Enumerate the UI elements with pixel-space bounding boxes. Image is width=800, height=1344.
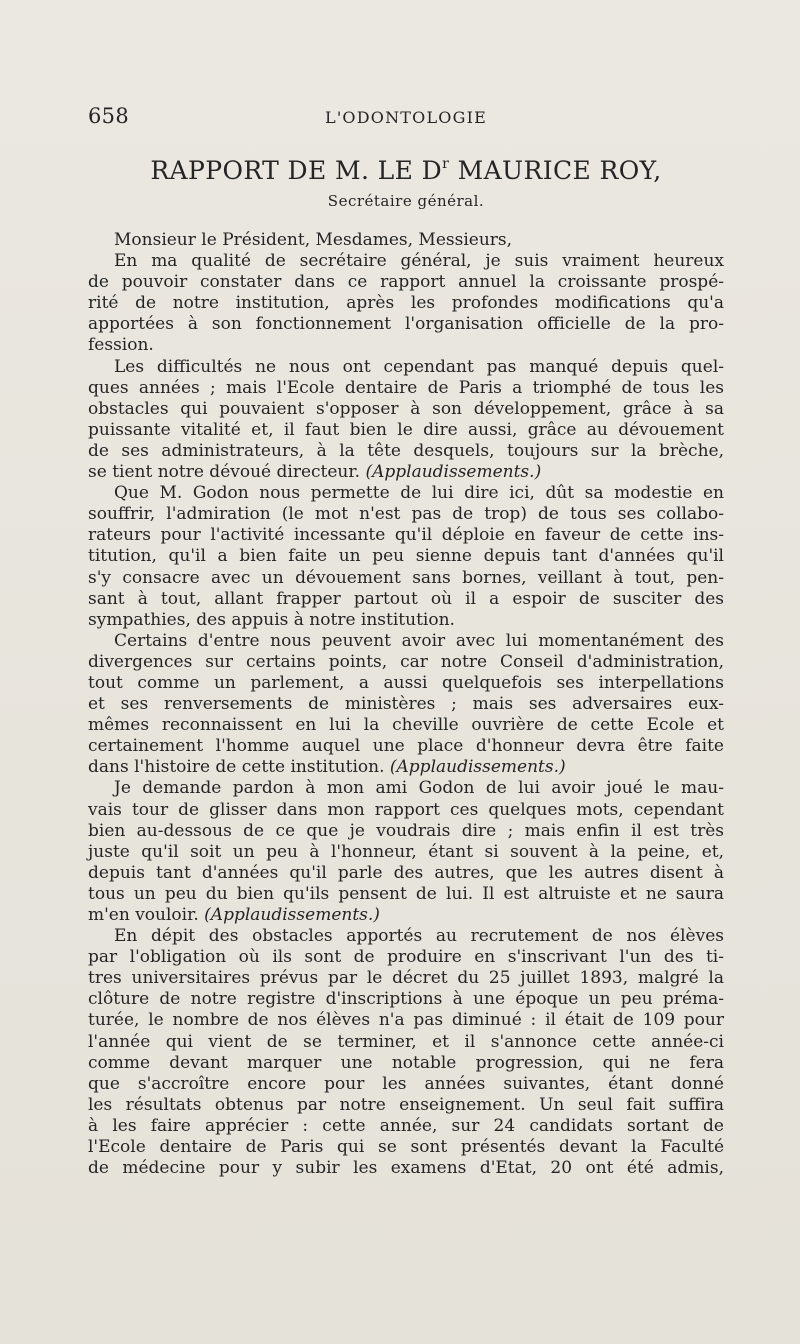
body-text	[88, 230, 724, 1179]
text-line: à les faire apprécier : cette année, sur 24 candidats sortant de	[88, 1115, 724, 1136]
text-line: turée, le nombre de nos élèves n'a pas diminué : il était de 109 pour	[88, 1010, 724, 1031]
text-line: depuis tant d'années qu'il parle des autres, que les autres disent à	[88, 862, 724, 883]
text-line: divergences sur certains points, car notre Conseil d'administration,	[88, 651, 724, 672]
applause-note: (Applaudissements.)	[204, 905, 380, 925]
text-line: Je demande pardon à mon ami Godon de lui avoir joué le mau-	[114, 778, 724, 799]
text-line: obstacles qui pouvaient s'opposer à son développement, grâce à sa	[88, 398, 724, 419]
text-line: puissante vitalité et, il faut bien le dire aussi, grâce au dévouement	[88, 419, 724, 440]
running-header	[88, 104, 724, 132]
text-line: clôture de notre registre d'inscriptions à une époque un peu préma-	[88, 989, 724, 1010]
text-line: Les difficultés ne nous ont cependant pas manqué depuis quel-	[114, 356, 724, 377]
text-line: Certains d'entre nous peuvent avoir avec lui momentanément des	[114, 630, 724, 651]
text-line: l'Ecole dentaire de Paris qui se sont présentés devant la Faculté	[88, 1137, 724, 1158]
text-line-content: m'en vouloir.	[88, 905, 199, 925]
text-line: rité de notre institution, après les profondes modifications qu'a	[88, 293, 724, 314]
applause-note: (Applaudissements.)	[365, 462, 542, 483]
text-line: l'année qui vient de se terminer, et il s'annonce cette année-ci	[88, 1031, 724, 1052]
text-line: Que M. Godon nous permette de lui dire ici, dût sa modestie en	[114, 483, 724, 504]
text-line: tout comme un parlement, a aussi quelquefois ses interpellations	[88, 672, 724, 693]
text-line: sant à tout, allant frapper partout où il a espoir de susciter des	[88, 588, 724, 609]
text-line	[88, 905, 724, 926]
article-subtitle: Secrétaire général.	[327, 192, 485, 210]
text-line: comme devant marquer une notable progression, qui ne fera	[88, 1052, 724, 1073]
text-line: vais tour de glisser dans mon rapport ces quelques mots, cependant	[88, 799, 724, 820]
salutation-line: Monsieur le Président, Mesdames, Messieurs,	[114, 230, 513, 250]
text-line: bien au-dessous de ce que je voudrais dire ; mais enfin il est très	[88, 820, 724, 841]
text-line: tous un peu du bien qu'ils pensent de lui. Il est altruiste et ne saura	[88, 883, 724, 904]
text-line: juste qu'il soit un peu à l'honneur, étant si souvent à la peine, et,	[88, 841, 724, 862]
article-title	[88, 156, 724, 185]
text-line: En dépit des obstacles apportés au recrutement de nos élèves	[114, 926, 724, 947]
text-line	[88, 757, 724, 778]
text-line: de médecine pour y subir les examens d'Etat, 20 ont été admis,	[88, 1158, 724, 1179]
text-line: tres universitaires prévus par le décret du 25 juillet 1893, malgré la	[88, 968, 724, 989]
text-line-content: dans l'histoire de cette institution.	[88, 757, 385, 778]
text-line: de ses administrateurs, à la tête desquels, toujours sur la brèche,	[88, 440, 724, 461]
text-line: En ma qualité de secrétaire général, je suis vraiment heureux	[114, 251, 724, 272]
applause-note: (Applaudissements.)	[389, 757, 566, 778]
text-line: que s'accroître encore pour les années suivantes, étant donné	[88, 1073, 724, 1094]
text-line: rateurs pour l'activité incessante qu'il déploie en faveur de cette ins-	[88, 525, 724, 546]
text-line: sympathies, des appuis à notre institution.	[88, 609, 455, 630]
text-line: fession.	[88, 335, 154, 356]
text-line: de pouvoir constater dans ce rapport annuel la croissante prospé-	[88, 272, 724, 293]
text-line: titution, qu'il a bien faite un peu sienne depuis tant d'années qu'il	[88, 546, 724, 567]
text-line: certainement l'homme auquel une place d'honneur devra être faite	[88, 736, 724, 757]
text-line: et ses renversements de ministères ; mais ses adversaires eux-	[88, 694, 724, 715]
text-line-content: se tient notre dévoué directeur.	[88, 462, 361, 483]
journal-title: L'ODONTOLOGIE	[325, 108, 487, 127]
text-line	[88, 462, 724, 483]
text-line: s'y consacre avec un dévouement sans bornes, veillant à tout, pen-	[88, 567, 724, 588]
text-line: souffrir, l'admiration (le mot n'est pas de trop) de tous ses collabo-	[88, 504, 724, 525]
text-line: par l'obligation où ils sont de produire en s'inscrivant l'un des ti-	[88, 947, 724, 968]
text-line: les résultats obtenus par notre enseignement. Un seul fait suffira	[88, 1094, 724, 1115]
title-end: MAURICE ROY,	[449, 156, 662, 185]
text-line: ques années ; mais l'Ecole dentaire de Paris a triomphé de tous les	[88, 377, 724, 398]
title-superscript: r	[442, 155, 450, 172]
title-main: RAPPORT DE M. LE D	[150, 156, 443, 185]
text-line: mêmes reconnaissent en lui la cheville ouvrière de cette Ecole et	[88, 715, 724, 736]
page-number: 658	[88, 104, 129, 128]
text-line: apportées à son fonctionnement l'organisation officielle de la pro-	[88, 314, 724, 335]
